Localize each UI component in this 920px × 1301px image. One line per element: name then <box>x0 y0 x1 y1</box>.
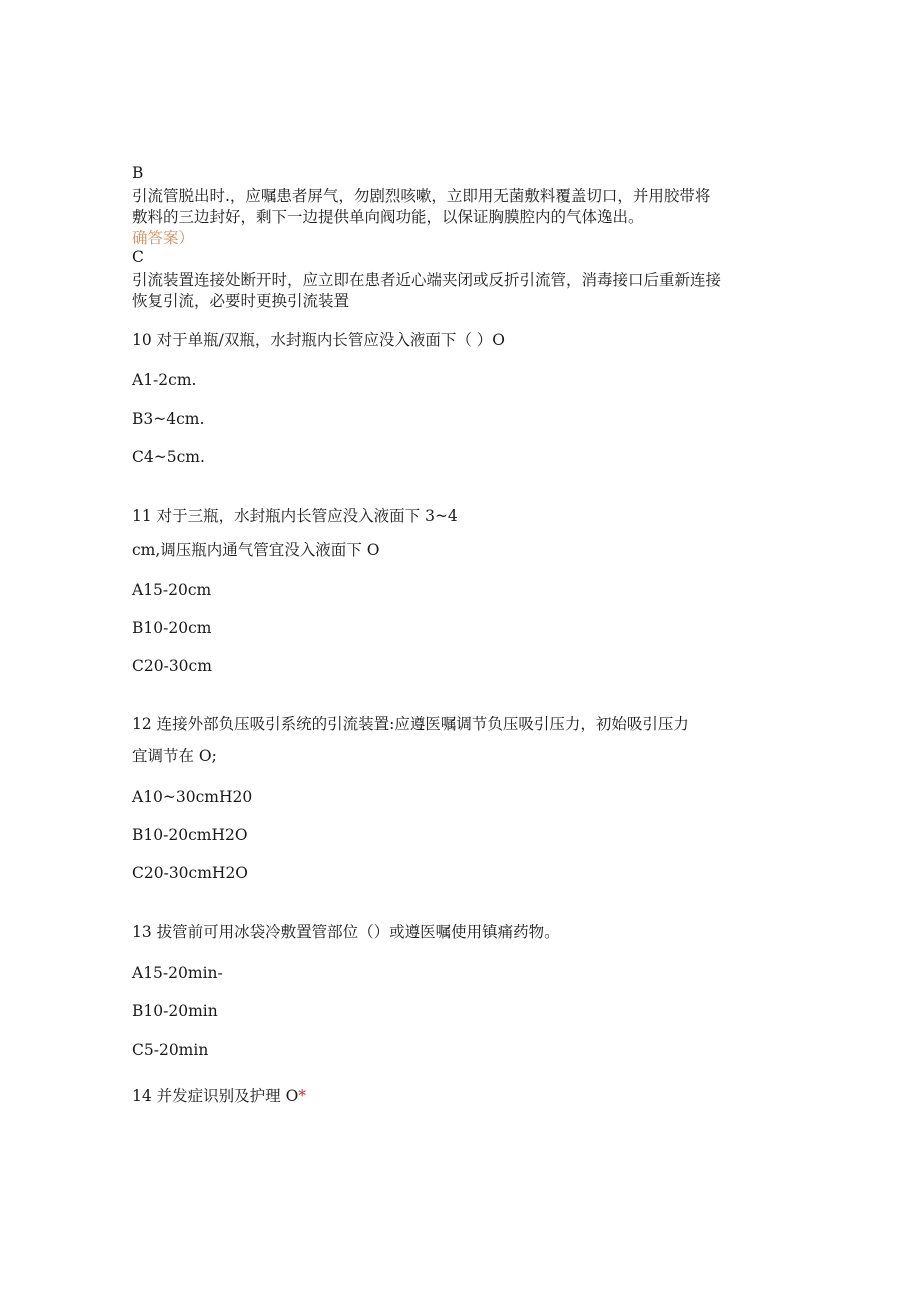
question-11-text-line-2: cm,调压瓶内通气管宜没入液面下 O <box>132 541 380 559</box>
question-11-option-c[interactable]: C20-30cm <box>132 657 212 675</box>
question-13-text: 13 拔管前可用冰袋冷敷置管部位（）或遵医嘱使用镇痛药物。 <box>132 923 560 941</box>
question-10-option-a[interactable]: A1-2cm. <box>132 371 197 389</box>
question-14-text <box>132 1086 306 1106</box>
question-14-label: 14 并发症识别及护理 O <box>132 1087 299 1105</box>
question-12-text-line-2: 宜调节在 O; <box>132 747 217 765</box>
prev-option-b-line-2: 敷料的三边封好，剩下一边提供单向阀功能，以保证胸膜腔内的气体逸出。 <box>132 208 644 226</box>
required-star: * <box>298 1087 307 1105</box>
question-12-text-line-1: 12 连接外部负压吸引系统的引流装置:应遵医嘱调节负压吸引压力，初始吸引压力 <box>132 715 689 733</box>
question-13-option-c[interactable]: C5-20min <box>132 1041 209 1059</box>
question-12-option-a[interactable]: A10~30cmH20 <box>132 788 253 806</box>
answer-label: 确答案） <box>132 229 195 247</box>
prev-option-b-letter: B <box>132 164 144 182</box>
question-11-option-a[interactable]: A15-20cm <box>132 581 212 599</box>
prev-option-c-letter: C <box>132 248 144 266</box>
question-10-text: 10 对于单瓶/双瓶，水封瓶内长管应没入液面下（ ）O <box>132 331 506 349</box>
prev-option-c-line-1: 引流装置连接处断开时，应立即在患者近心端夹闭或反折引流管，消毒接口后重新连接 <box>132 271 722 289</box>
prev-option-c-line-2: 恢复引流，必要时更换引流装置 <box>132 292 350 310</box>
question-12-option-b[interactable]: B10-20cmH2O <box>132 826 248 844</box>
question-13-option-a[interactable]: A15-20min- <box>132 964 223 982</box>
question-10-option-b[interactable]: B3~4cm. <box>132 410 205 428</box>
question-11-text-line-1: 11 对于三瓶，水封瓶内长管应没入液面下 3~4 <box>132 507 458 525</box>
question-12-option-c[interactable]: C20-30cmH2O <box>132 864 249 882</box>
question-10-option-c[interactable]: C4~5cm. <box>132 448 205 466</box>
question-13-option-b[interactable]: B10-20min <box>132 1002 218 1020</box>
prev-option-b-line-1: 引流管脱出时.，应嘱患者屏气，勿剧烈咳嗽，立即用无菌敷料覆盖切口，并用胶带将 <box>132 187 711 205</box>
question-11-option-b[interactable]: B10-20cm <box>132 619 212 637</box>
